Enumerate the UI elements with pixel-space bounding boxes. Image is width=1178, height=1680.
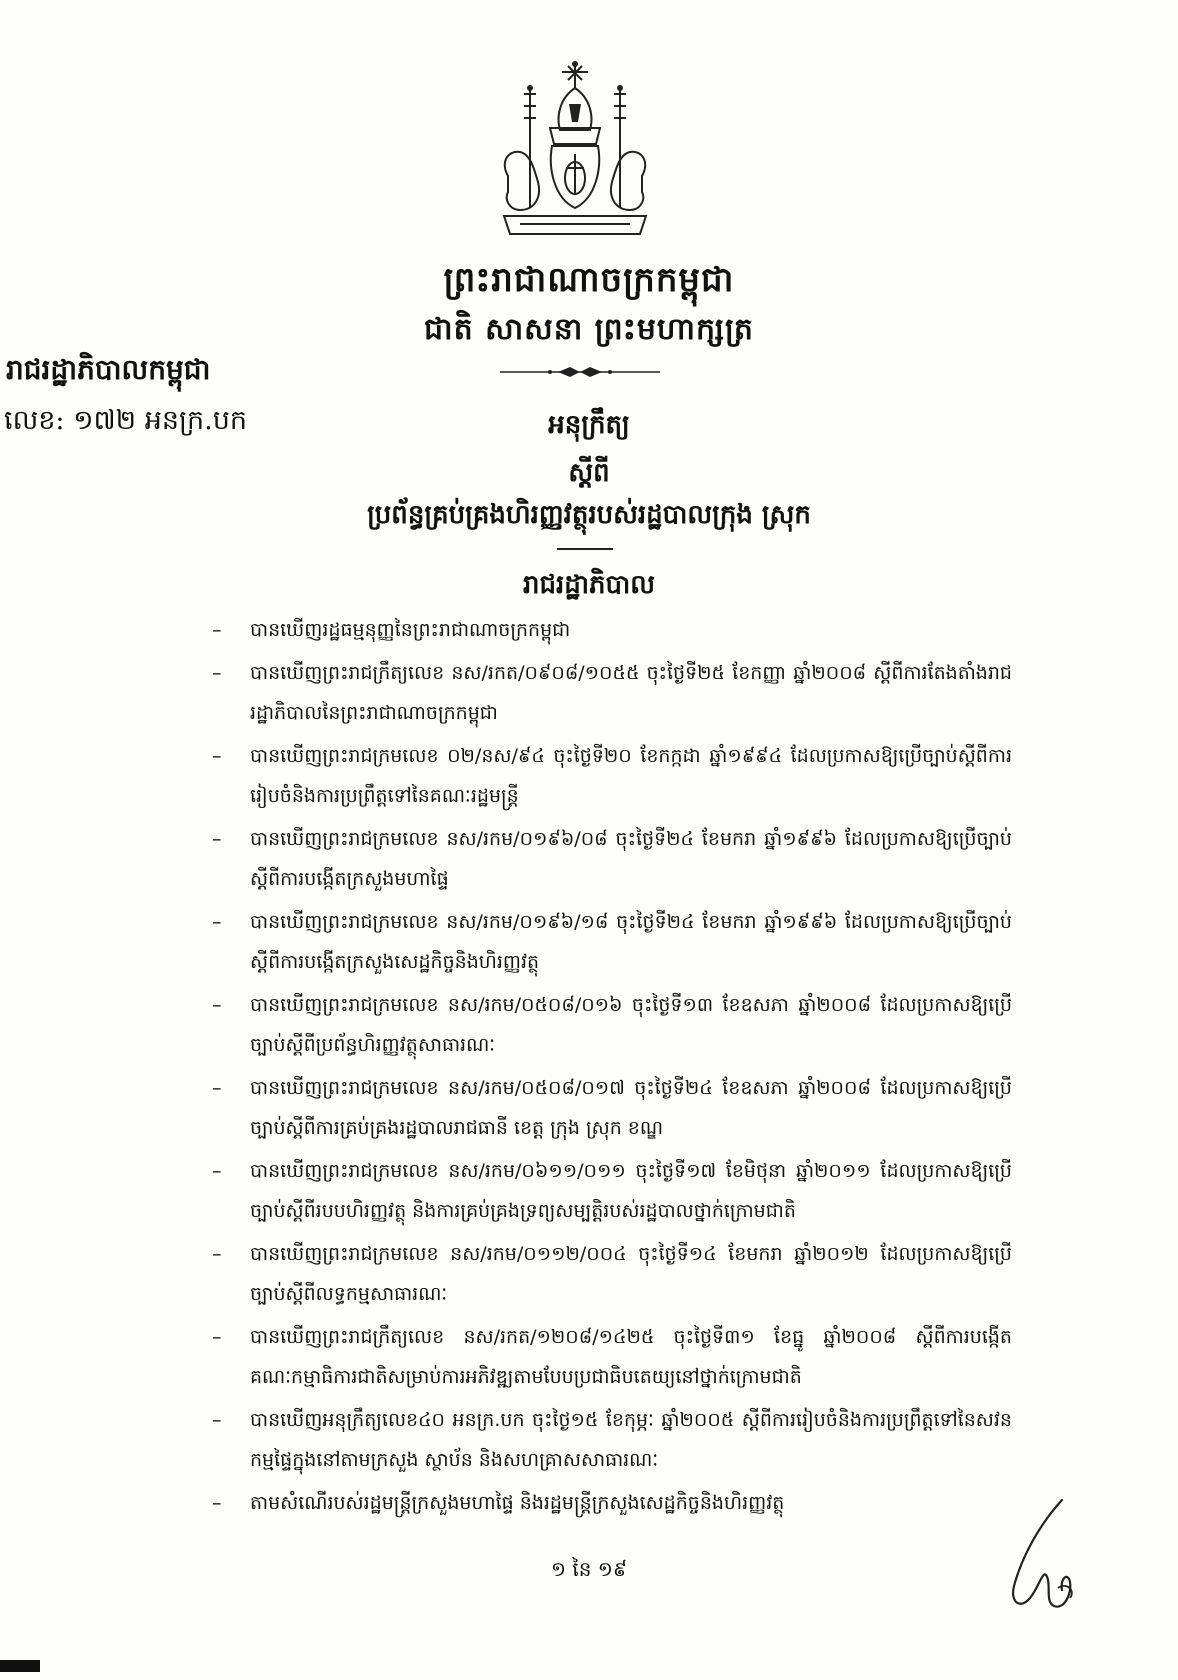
- document-subject: ប្រព័ន្ធគ្រប់គ្រងហិរញ្ញវត្ថុរបស់រដ្ឋបាលក្រុង ស្រុក: [367, 500, 811, 530]
- dash-bullet: –: [212, 1077, 222, 1099]
- issuing-authority: រាជរដ្ឋាភិបាលកម្ពុជា: [6, 353, 211, 386]
- dash-bullet: –: [212, 662, 222, 684]
- recital-text: បានឃើញព្រះរាជក្រឹត្យលេខ នស/រកត/១២០៨/១៤២៥ ចុះថ្ងៃទី៣១ ខែធ្នូ ឆ្នាំ២០០៨ ស្តីពីការបង្កើតគណៈកម្មាធិការជាតិសម្រាប់ការអភិវឌ្ឍតាមបែបប្រជាធិបតេយ្យនៅថ្នាក់ក្រោមជាតិ: [250, 1326, 1012, 1388]
- list-item: [212, 819, 1012, 899]
- list-item: [212, 1483, 1012, 1523]
- list-item: [212, 610, 1012, 650]
- list-item: [212, 1317, 1012, 1397]
- dash-bullet: –: [212, 1160, 222, 1182]
- recital-text: បានឃើញព្រះរាជក្រមលេខ នស/រកម/០៥០៨/០១៧ ចុះថ្ងៃទី២៤ ខែឧសភា ឆ្នាំ២០០៨ ដែលប្រកាសឱ្យប្រើច្បាប់ស្តីពីការគ្រប់គ្រងរដ្ឋបាលរាជធានី ខេត្ត ក្រុង ស្រុក ខណ្ឌ: [250, 1077, 1012, 1139]
- recital-text: បានឃើញរដ្ឋធម្មនុញ្ញនៃព្រះរាជាណាចក្រកម្ពុជា: [250, 619, 571, 641]
- handwritten-signature: [1000, 1494, 1100, 1614]
- list-item: [212, 902, 1012, 982]
- list-item: [212, 1400, 1012, 1480]
- dash-bullet: –: [212, 1326, 222, 1348]
- list-item: [212, 985, 1012, 1065]
- list-item: [212, 1151, 1012, 1231]
- dash-bullet: –: [212, 745, 222, 767]
- recital-text: តាមសំណើរបស់រដ្ឋមន្ត្រីក្រសួងមហាផ្ទៃ និងរដ្ឋមន្ត្រីក្រសួងសេដ្ឋកិច្ចនិងហិរញ្ញវត្ថុ: [250, 1492, 785, 1514]
- list-item: [212, 1234, 1012, 1314]
- page-number: ១ នៃ ១៩: [550, 1557, 628, 1581]
- dash-bullet: –: [212, 619, 222, 641]
- kingdom-heading: ព្រះរាជាណាចក្រកម្ពុជា: [443, 260, 735, 300]
- reference-number: លេខ: ១៧២ អនក្រ.បក: [4, 405, 248, 436]
- list-item: [212, 653, 1012, 733]
- ornamental-divider-icon: [500, 364, 660, 380]
- national-motto: ជាតិ សាសនា ព្រះមហាក្សត្រ: [424, 312, 754, 347]
- dash-bullet: –: [212, 1243, 222, 1265]
- scan-edge-mark: [0, 1660, 40, 1672]
- recital-text: បានឃើញព្រះរាជក្រមលេខ នស/រកម/០១១២/០០៤ ចុះថ្ងៃទី១៤ ខែមករា ឆ្នាំ២០១២ ដែលប្រកាសឱ្យប្រើច្បាប់ស្តីពីលទ្ធកម្មសាធារណៈ: [250, 1243, 1012, 1305]
- dash-bullet: –: [212, 994, 222, 1016]
- recital-text: បានឃើញព្រះរាជក្រមលេខ ០២/នស/៩៤ ចុះថ្ងៃទី២០ ខែកក្កដា ឆ្នាំ១៩៩៤ ដែលប្រកាសឱ្យប្រើច្បាប់ស្តីពីការរៀបចំនិងការប្រព្រឹត្តទៅនៃគណៈរដ្ឋមន្ត្រី: [250, 745, 1012, 807]
- recital-text: បានឃើញព្រះរាជក្រមលេខ នស/រកម/០១៩៦/០៨ ចុះថ្ងៃទី២៤ ខែមករា ឆ្នាំ១៩៩៦ ដែលប្រកាសឱ្យប្រើច្បាប់ស្តីពីការបង្កើតក្រសួងមហាផ្ទៃ: [250, 828, 1012, 890]
- recital-text: បានឃើញព្រះរាជក្រមលេខ នស/រកម/០៦១១/០១១ ចុះថ្ងៃទី១៧ ខែមិថុនា ឆ្នាំ២០១១ ដែលប្រកាសឱ្យប្រើច្បាប់ស្តីពីរបបហិរញ្ញវត្ថុ និងការគ្រប់គ្រងទ្រព្យសម្បត្តិរបស់រដ្ឋបាលថ្នាក់ក្រោមជាតិ: [250, 1160, 1012, 1222]
- royal-coat-of-arms-emblem: [490, 58, 660, 248]
- document-type: អនុក្រឹត្យ: [548, 410, 630, 440]
- body-heading: រាជរដ្ឋាភិបាល: [522, 570, 656, 600]
- list-item: [212, 736, 1012, 816]
- dash-bullet: –: [212, 911, 222, 933]
- list-item: [212, 1068, 1012, 1148]
- recitals-list: [212, 610, 1012, 1523]
- recital-text: បានឃើញព្រះរាជក្រមលេខ នស/រកម/០១៩៦/១៨ ចុះថ្ងៃទី២៤ ខែមករា ឆ្នាំ១៩៩៦ ដែលប្រកាសឱ្យប្រើច្បាប់ស្តីពីការបង្កើតក្រសួងសេដ្ឋកិច្ចនិងហិរញ្ញវត្ថុ: [250, 911, 1012, 973]
- dash-bullet: –: [212, 1409, 222, 1431]
- dash-bullet: –: [212, 828, 222, 850]
- title-divider: [557, 548, 613, 550]
- recital-text: បានឃើញអនុក្រឹត្យលេខ៤០ អនក្រ.បក ចុះថ្ងៃ១៥ ខែកុម្ភៈ ឆ្នាំ២០០៥ ស្តីពីការរៀបចំនិងការប្រព្រឹត្តទៅនៃសវនកម្មផ្ទៃក្នុងនៅតាមក្រសួង ស្ថាប័ន និងសហគ្រាសសាធារណៈ: [250, 1409, 1012, 1471]
- recital-text: បានឃើញព្រះរាជក្រឹត្យលេខ នស/រកត/០៩០៨/១០៥៥ ចុះថ្ងៃទី២៥ ខែកញ្ញា ឆ្នាំ២០០៨ ស្តីពីការតែងតាំងរាជរដ្ឋាភិបាលនៃព្រះរាជាណាចក្រកម្ពុជា: [250, 662, 1012, 724]
- dash-bullet: –: [212, 1492, 222, 1514]
- about-label: ស្តីពី: [568, 458, 610, 488]
- recital-text: បានឃើញព្រះរាជក្រមលេខ នស/រកម/០៥០៨/០១៦ ចុះថ្ងៃទី១៣ ខែឧសភា ឆ្នាំ២០០៨ ដែលប្រកាសឱ្យប្រើច្បាប់ស្តីពីប្រព័ន្ធហិរញ្ញវត្ថុសាធារណៈ: [250, 994, 1012, 1056]
